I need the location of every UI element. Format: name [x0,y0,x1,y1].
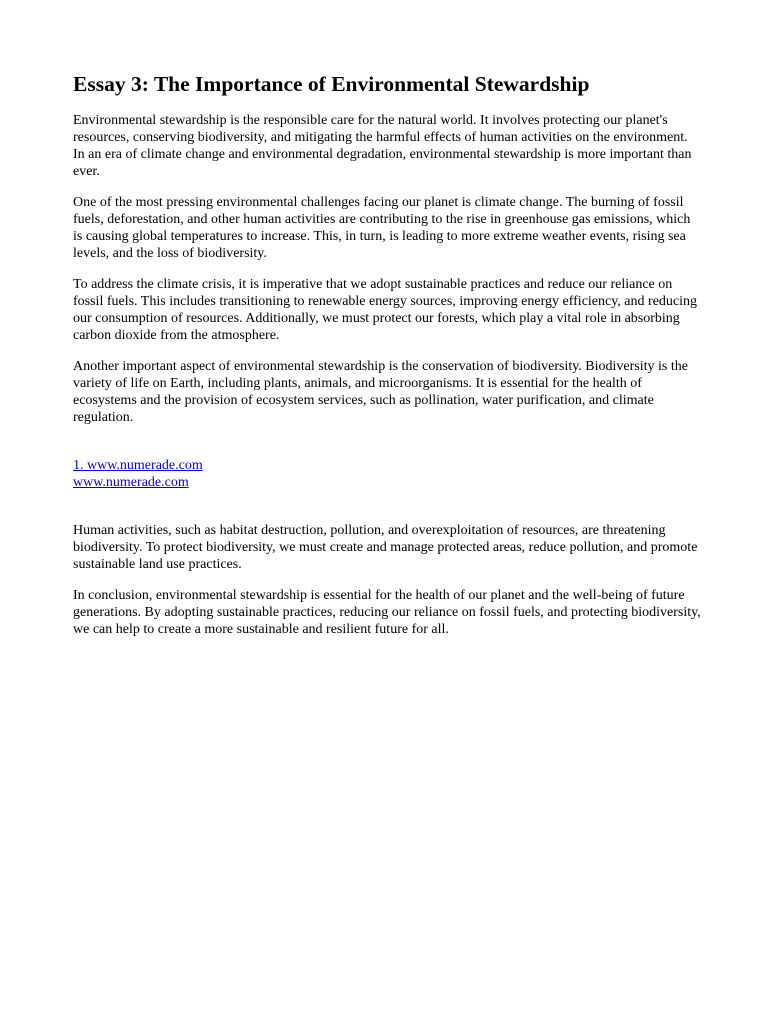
source-links [73,457,701,491]
essay-title: Essay 3: The Importance of Environmental Stewardship [73,72,590,96]
source-link[interactable]: www.numerade.com [73,475,189,490]
document-page [73,70,701,652]
paragraph-climate-change: One of the most pressing environmental challenges facing our planet is climate change. The burning of fossil fuels, deforestation, and other human activities are contributing to the rise in greenhouse gas emissions, which is causing global temperatures to increase. This, in turn, is leading to more extreme weather events, rising sea levels, and the loss of biodiversity. [73,195,691,261]
paragraph-human-activities: Human activities, such as habitat destruction, pollution, and overexploitation of resources, are threatening biodiversity. To protect biodiversity, we must create and manage protected areas, reduce pollution, and promote sustainable land use practices. [73,523,698,572]
paragraph-biodiversity: Another important aspect of environmental stewardship is the conservation of biodiversity. Biodiversity is the variety of life on Earth, including plants, animals, and microorganisms. It is essential for the health of ecosystems and the provision of ecosystem services, such as pollination, water purification, and climate regulation. [73,359,688,425]
paragraph-intro: Environmental stewardship is the responsible care for the natural world. It involves protecting our planet's resources, conserving biodiversity, and mitigating the harmful effects of human activities on the environment. In an era of climate change and environmental degradation, environmental stewardship is more important than ever. [73,113,692,179]
paragraph-climate-crisis: To address the climate crisis, it is imperative that we adopt sustainable practices and reduce our reliance on fossil fuels. This includes transitioning to renewable energy sources, improving energy efficiency, and reducing our consumption of resources. Additionally, we must protect our forests, which play a vital role in absorbing carbon dioxide from the atmosphere. [73,277,698,343]
paragraph-conclusion: In conclusion, environmental stewardship is essential for the health of our planet and the well-being of future generations. By adopting sustainable practices, reducing our reliance on fossil fuels, and protecting biodiversity, we can help to create a more sustainable and resilient future for all. [73,588,701,637]
source-link-numbered[interactable]: 1. www.numerade.com [73,458,203,473]
